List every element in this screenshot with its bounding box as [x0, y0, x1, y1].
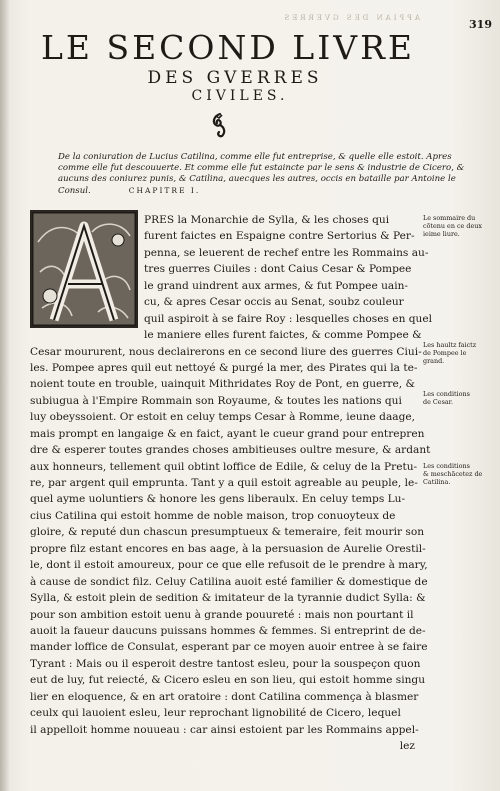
margin-note-line: Le sommaire du [423, 214, 476, 222]
argument-line: comme elle fut descouuerte. Et comme elle fut estaincte par le sens & industrie de Cicero, & [58, 163, 465, 173]
argument-line: De la coniuration de Lucius Catilina, comme elle fut entreprise, & quelle elle estoit. Apres [58, 152, 452, 162]
book-title: LE SECOND LIVRE [40, 28, 416, 67]
page-number: 319 [469, 18, 492, 31]
catchword: lez [399, 740, 415, 752]
running-head-showthrough: APPIAN DES GVERRES [281, 14, 420, 22]
margin-note [423, 390, 497, 406]
text-line: re, par argent quil emprunta. Tant y a quil estoit agreable au peuple, le- [30, 477, 418, 489]
text-line: propre filz estant encores en bas aage, à la persuasion de Aurelie Orestil- [30, 542, 426, 555]
margin-note-line: cõtenu en ce deux [423, 222, 482, 231]
text-line: quil aspiroit à se faire Roy : lesquelles choses en quel [144, 312, 433, 325]
text-line: penna, se leuerent de rechef entre les Rommains au- [144, 246, 429, 259]
margin-note-line: de Pompee le [423, 349, 467, 358]
text-line: le, dont il estoit amoureux, pour ce que elle refusoit de le prendre à mary, [30, 559, 428, 572]
text-line: à cause de sondict filz. Celuy Catilina auoit esté familier & domestique de [30, 575, 428, 588]
text-line: furent faictes en Espaigne contre Sertorius & Per- [144, 230, 415, 243]
margin-note-line: Les haultz faictz [423, 341, 477, 349]
text-line: PRES la Monarchie de Sylla, & les choses qui [144, 214, 390, 226]
margin-note-line: grand. [423, 357, 445, 366]
margin-note-line: Les conditions [423, 462, 470, 470]
text-line: aux honneurs, tellement quil obtint loffice de Edile, & celuy de la Pretu- [30, 460, 418, 473]
book-subtitle: DES GVERRES [147, 68, 323, 88]
text-line: cius Catilina qui estoit homme de noble maison, trop conuoyteux de [30, 509, 396, 522]
text-line: mais prompt en langaige & en faict, ayant le cueur grand pour entrepren [30, 427, 425, 440]
margin-note [423, 214, 497, 239]
text-line: le grand uindrent aux armes, & fut Pompee uain- [144, 279, 409, 292]
argument-line [58, 185, 413, 196]
text-line: eut de luy, fut reiecté, & Cicero esleu en son lieu, qui estoit homme singu [30, 674, 426, 687]
margin-note-line: de Cesar. [423, 398, 454, 407]
text-line: lier en eloquence, & en art oratoire : dont Catilina commença à blasmer [30, 690, 419, 703]
margin-note-line: ieime liure. [423, 230, 460, 239]
chapter-argument [58, 152, 465, 196]
argument-last-line: Consul. [58, 186, 91, 196]
margin-note [423, 462, 497, 487]
text-line: gloire, & reputé dun chascun presumptueux & temeraire, feit mourir son [30, 526, 425, 539]
argument-line: aucuns des coniurez punis, & Catilina, auecques les autres, occis en bataille par Antoine le [58, 174, 456, 184]
text-line: Sylla, & estoit plein de sedition & imitateur de la tyrannie dudict Sylla: & [30, 592, 426, 605]
chapter-label: CHAPITRE I. [128, 186, 201, 195]
text-line: Cesar moururent, nous declairerons en ce second liure des guerres Ciui- [30, 345, 422, 358]
text-line: le maniere elles furent faictes, & comme Pompee & [144, 329, 422, 342]
margin-note-line: Catilina. [423, 478, 451, 487]
text-line: Tyrant : Mais ou il esperoit destre tantost esleu, pour la souspeçon quon [30, 657, 421, 670]
text-line: noient toute en trouble, uainquit Mithridates Roy de Pont, en guerre, & [30, 378, 415, 391]
fleuron-ornament-icon [210, 112, 230, 138]
text-line: luy obeyssoient. Or estoit en celuy temps Cesar à Romme, ieune daage, [30, 411, 416, 424]
text-line: auoit la faueur daucuns puissans hommes & femmes. Si entreprint de de- [30, 624, 426, 637]
text-line: ceulx qui lauoient esleu, leur reprochant lignobilité de Cicero, lequel [30, 707, 401, 720]
text-line: mander loffice de Consulat, esperant par ce moyen auoir entree à se faire [30, 641, 428, 654]
book-subtitle-2: CIVILES. [191, 88, 289, 104]
text-line: pour son ambition estoit uenu à grande pouureté : mais non pourtant il [30, 608, 414, 621]
text-line: dre & esperer toutes grandes choses ambitieuses oultre mesure, & ardant [30, 444, 431, 457]
margin-note-line: Les conditions [423, 390, 470, 398]
text-line: quel ayme uoluntiers & honore les gens liberaulx. En celuy temps Lu- [30, 493, 406, 506]
text-line: cu, & apres Cesar occis au Senat, soubz couleur [144, 296, 404, 309]
body-text [30, 212, 433, 754]
gutter-shadow [0, 0, 10, 791]
text-line: les. Pompee apres quil eut nettoyé & purgé la mer, des Pirates qui la te- [30, 361, 418, 374]
margin-note-line: & meschãcetez de [423, 470, 483, 479]
margin-note [423, 341, 497, 366]
text-line: tres guerres Ciuiles : dont Caius Cesar & Pompee [144, 263, 412, 276]
text-line: subiugua à l'Empire Rommain son Royaume, & toutes les nations qui [30, 394, 402, 407]
text-line: il appelloit homme nouueau : car ainsi estoient par les Rommains appel- [30, 723, 419, 736]
